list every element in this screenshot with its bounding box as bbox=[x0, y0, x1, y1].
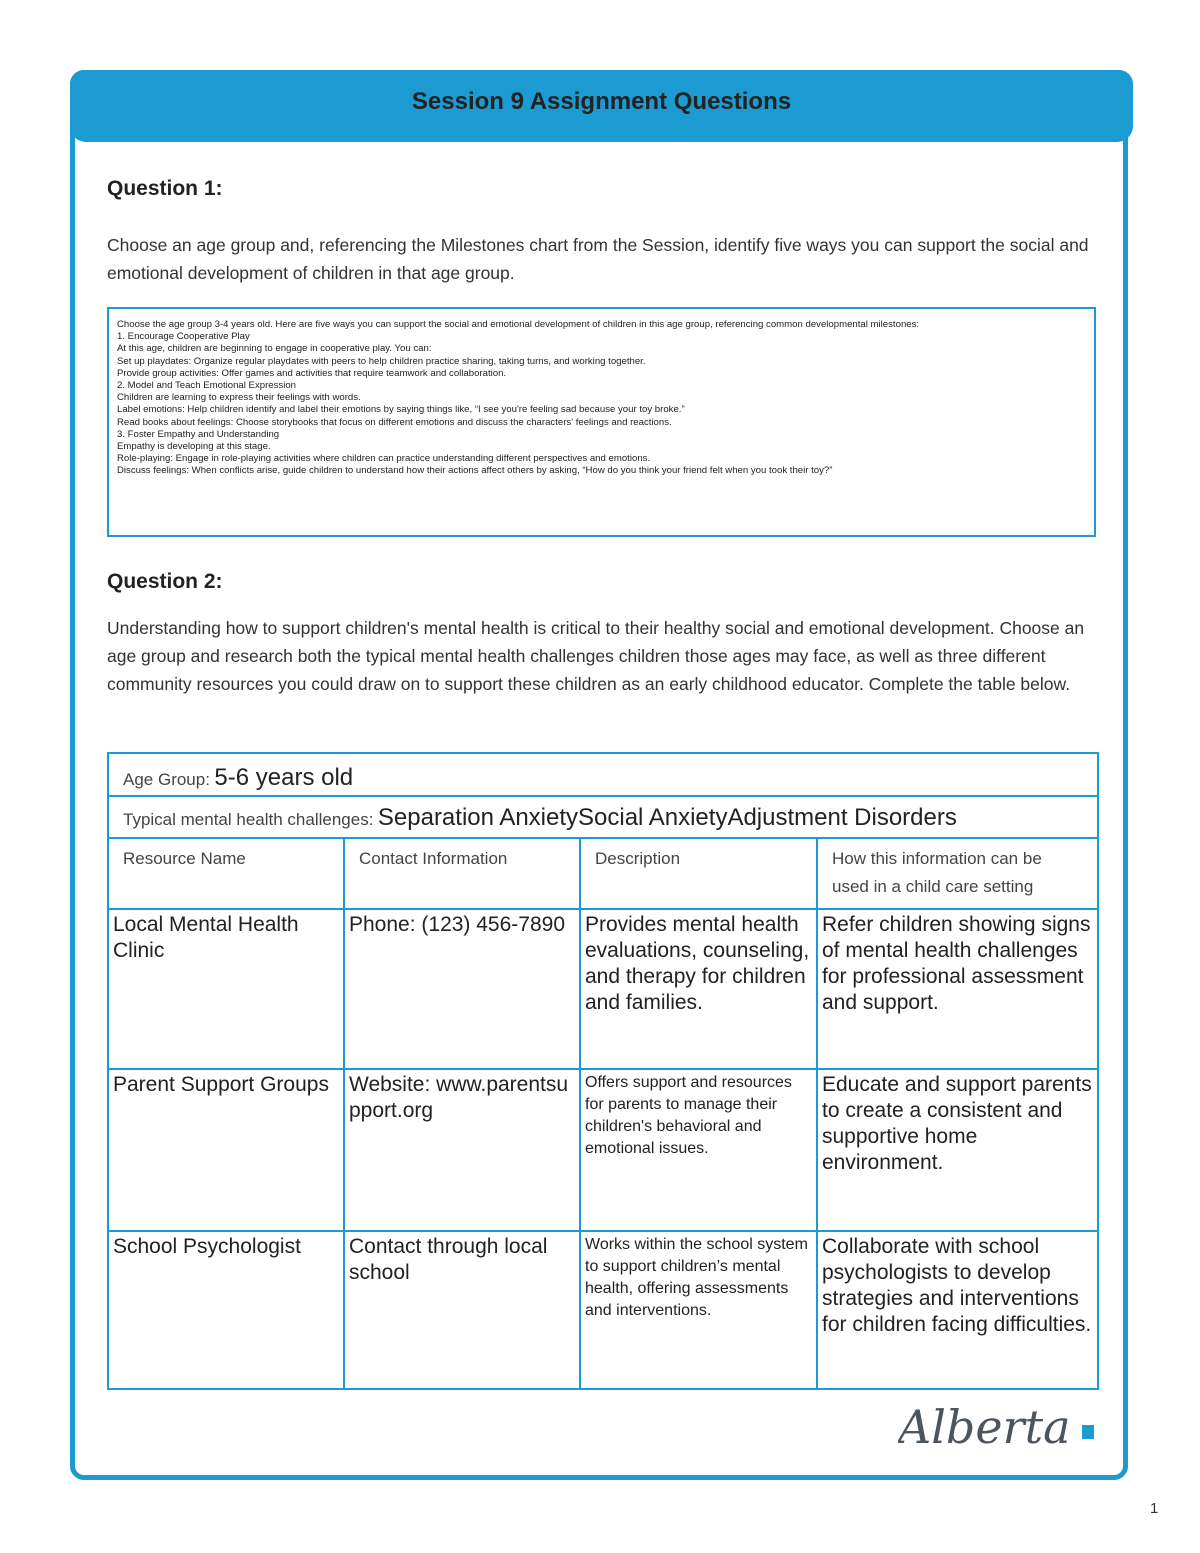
question-2-heading: Question 2: bbox=[107, 570, 223, 593]
description-cell: Provides mental health evaluations, counseling, and therapy for children and families. bbox=[580, 909, 817, 1069]
age-group-value: 5-6 years old bbox=[214, 763, 354, 791]
age-group-label: Age Group: bbox=[123, 769, 210, 789]
challenges-cell bbox=[108, 796, 1098, 838]
column-header: Description bbox=[580, 838, 817, 909]
answer-line: At this age, children are beginning to engage in cooperative play. You can: bbox=[117, 343, 432, 355]
challenges-row bbox=[108, 796, 1098, 838]
contact-cell: Phone: (123) 456-7890 bbox=[344, 909, 580, 1069]
question-1-prompt: Choose an age group and, referencing the Milestones chart from the Session, identify five ways you can support the social and emotional development of children in that age group. bbox=[107, 235, 1089, 283]
page-number: 1 bbox=[1150, 1500, 1159, 1517]
age-group-cell bbox=[108, 753, 1098, 796]
description-cell: Works within the school system to support children’s mental health, offering assessments and interventions. bbox=[580, 1231, 817, 1389]
usage-cell: Educate and support parents to create a consistent and supportive home environment. bbox=[817, 1069, 1098, 1231]
answer-line: Role-playing: Engage in role-playing activities where children can practice understanding different perspectives and emotions. bbox=[117, 453, 651, 465]
column-header-row bbox=[108, 838, 1098, 909]
usage-cell: Refer children showing signs of mental health challenges for professional assessment and support. bbox=[817, 909, 1098, 1069]
page-title: Session 9 Assignment Questions bbox=[411, 88, 792, 115]
question-1-answer-box bbox=[107, 307, 1096, 537]
answer-line: Discuss feelings: When conflicts arise, guide children to understand how their actions affect others by asking, “How do you think your friend felt when you took their toy?” bbox=[117, 465, 833, 477]
resource-name-cell: Parent Support Groups bbox=[108, 1069, 344, 1231]
answer-line: Set up playdates: Organize regular playdates with peers to help children practice sharing, taking turns, and working together. bbox=[117, 355, 646, 367]
question-2-prompt: Understanding how to support children's mental health is critical to their healthy social and emotional development. Choose an age group and research both the typical mental health challenges children those ages may face, as well as three different community resources you could draw on to support these children as an early childhood educator. Complete the table below. bbox=[107, 618, 1085, 694]
alberta-logo-text: Alberta bbox=[898, 1400, 1071, 1454]
answer-line: Choose the age group 3-4 years old. Here are five ways you can support the social and emotional development of children in this age group, referencing common developmental milestones: bbox=[117, 319, 920, 330]
answer-line: Read books about feelings: Choose storybooks that focus on different emotions and discuss the characters' feelings and reactions. bbox=[117, 416, 672, 428]
table-row bbox=[108, 909, 1098, 1069]
answer-line: 3. Foster Empathy and Understanding bbox=[117, 428, 280, 440]
contact-cell: Website: www.parentsupport.org bbox=[344, 1069, 580, 1231]
challenges-label: Typical mental health challenges: bbox=[123, 810, 374, 829]
column-header: How this information can be used in a child care setting bbox=[817, 838, 1098, 909]
contact-cell: Contact through local school bbox=[344, 1231, 580, 1389]
logo-square-icon bbox=[1082, 1425, 1094, 1439]
question-1-heading: Question 1: bbox=[107, 177, 223, 200]
resource-table bbox=[107, 752, 1099, 1390]
answer-line: Provide group activities: Offer games and activities that require teamwork and collaboration. bbox=[117, 367, 507, 379]
answer-line: 2. Model and Teach Emotional Expression bbox=[117, 380, 297, 392]
answer-line: Label emotions: Help children identify and label their emotions by saying things like, “I see you're feeling sad because your toy broke.” bbox=[117, 404, 685, 416]
column-header: Contact Information bbox=[344, 838, 580, 909]
challenges-value: Separation AnxietySocial AnxietyAdjustment Disorders bbox=[377, 804, 957, 831]
resource-name-cell: School Psychologist bbox=[108, 1231, 344, 1389]
answer-line: Children are learning to express their feelings with words. bbox=[117, 392, 361, 404]
age-group-row bbox=[108, 753, 1098, 796]
answer-line: Empathy is developing at this stage. bbox=[117, 441, 271, 453]
usage-cell: Collaborate with school psychologists to develop strategies and interventions for children facing difficulties. bbox=[817, 1231, 1098, 1389]
table-row bbox=[108, 1231, 1098, 1389]
description-cell: Offers support and resources for parents to manage their children's behavioral and emotional issues. bbox=[580, 1069, 817, 1231]
alberta-logo bbox=[898, 1395, 1098, 1455]
answer-line: 1. Encourage Cooperative Play bbox=[117, 331, 250, 343]
column-header: Resource Name bbox=[108, 838, 344, 909]
table-row bbox=[108, 1069, 1098, 1231]
resource-name-cell: Local Mental Health Clinic bbox=[108, 909, 344, 1069]
